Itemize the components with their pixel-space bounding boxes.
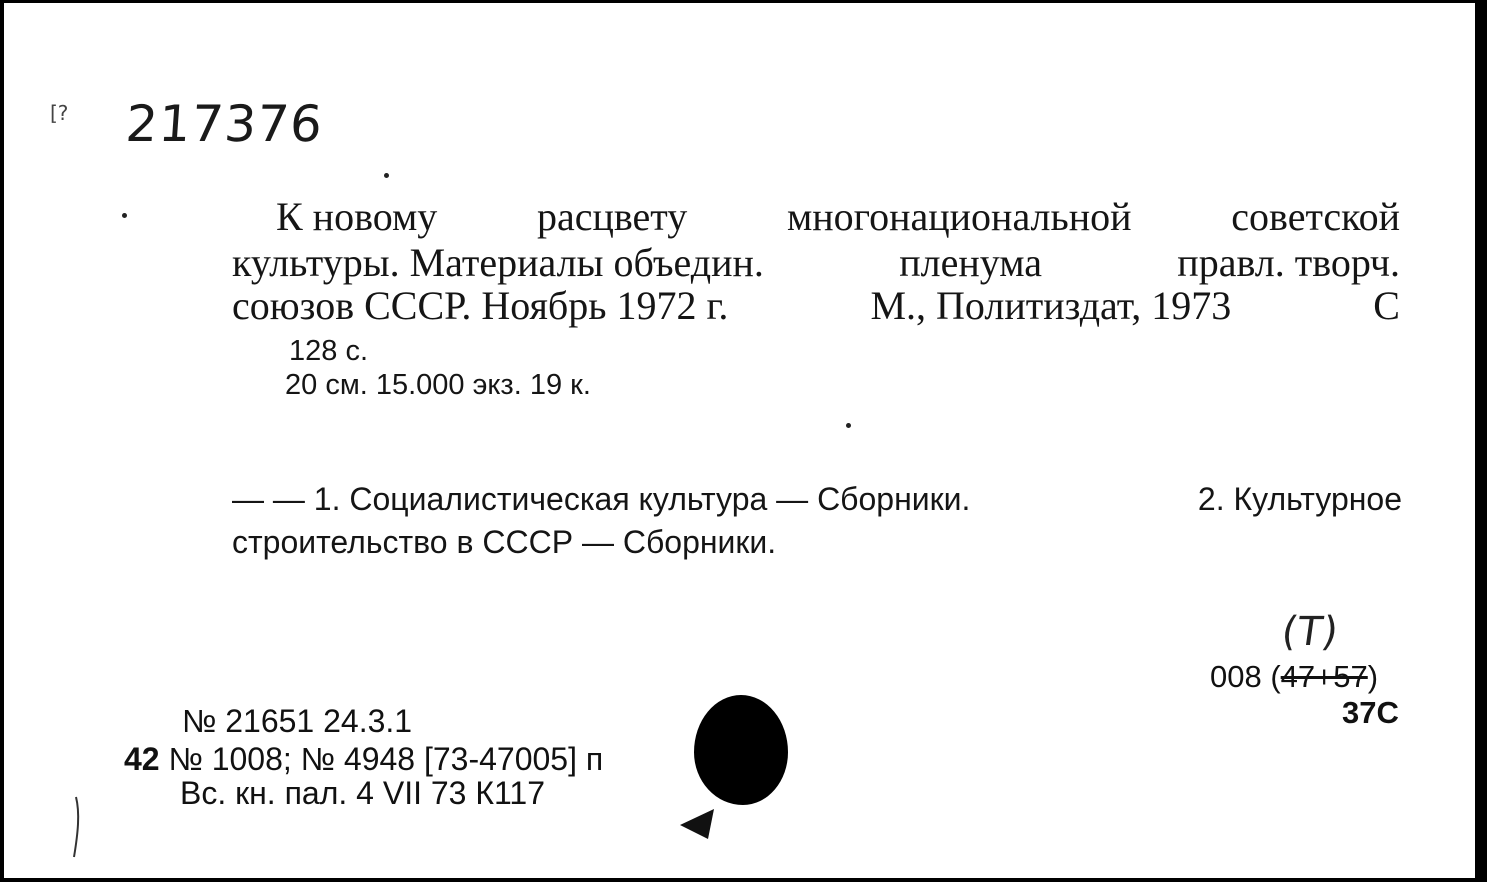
title-word: М., Политиздат, 1973 (870, 283, 1232, 328)
title-word: союзов СССР. Ноябрь 1972 г. (232, 283, 729, 328)
title-word: К новому (276, 194, 438, 239)
title-word: пленума (899, 240, 1042, 285)
title-word: С (1373, 283, 1400, 328)
title-word: культуры. Материалы объедин. (232, 240, 764, 285)
speck (122, 213, 127, 218)
service-line-1: № 21651 24.3.1 (182, 703, 413, 739)
service-line-3: Вс. кн. пал. 4 VII 73 К117 (180, 775, 545, 811)
title-line-2 (232, 241, 1400, 285)
service-text: № 1008; № 4948 [73-47005] п (168, 741, 604, 777)
speck (384, 173, 389, 178)
subject-text: — — 1. Социалистическая культура — Сборники. (232, 481, 971, 517)
pencil-stroke (68, 793, 88, 863)
class-prefix: 008 ( (1210, 659, 1281, 694)
service-prefix: 42 (124, 741, 160, 777)
speck (846, 423, 851, 428)
cutter-number: 37С (1342, 695, 1399, 730)
format-line: 20 см. 15.000 экз. 19 к. (285, 369, 591, 401)
subjects-line-2: строительство в СССР — Сборники. (232, 524, 777, 560)
service-line-2 (124, 741, 603, 778)
title-word: многонациональной (786, 194, 1132, 239)
title-line-1 (276, 195, 1400, 239)
title-word: правл. творч. (1177, 240, 1400, 285)
handwritten-mark: (Т) (1278, 609, 1341, 655)
accession-number: 217376 (123, 95, 325, 153)
ink-smudge (676, 803, 726, 843)
title-line-3 (232, 284, 1400, 328)
title-word: расцвету (536, 194, 688, 239)
subjects-line-1 (232, 481, 1402, 518)
title-word: советской (1231, 194, 1400, 239)
class-suffix: ) (1367, 659, 1379, 694)
pagination: 128 с. (289, 335, 368, 367)
subject-text: 2. Культурное (1197, 481, 1402, 517)
corner-mark: [? (50, 101, 69, 125)
ink-blot (694, 695, 788, 805)
class-struck: 47+57 (1280, 659, 1368, 694)
classification-number (1210, 659, 1378, 695)
